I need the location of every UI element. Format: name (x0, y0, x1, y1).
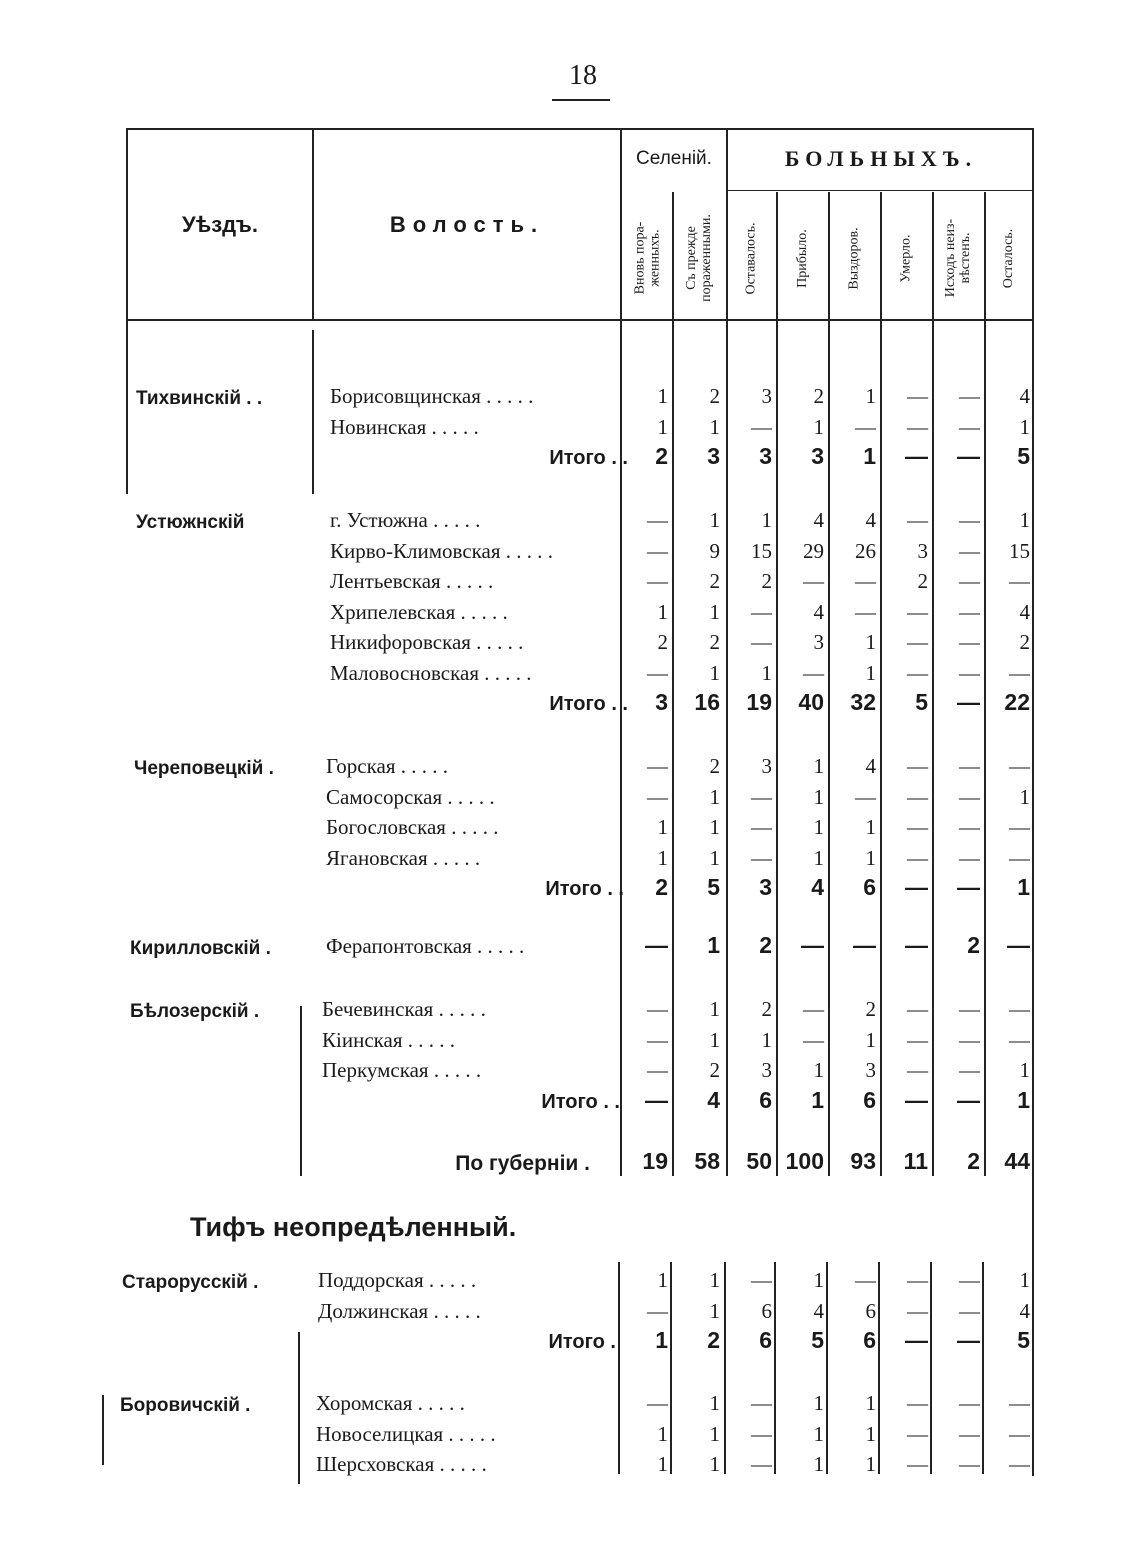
table-row-cell: — (803, 660, 824, 685)
itogo-row-cell: — (957, 689, 980, 715)
itogo-row-cell: — (905, 1086, 928, 1113)
itogo-row-cell: 3 (811, 443, 824, 469)
table-row-cell: 1 (709, 997, 720, 1021)
table-row-cell: 1 (761, 660, 772, 685)
table-row-cell: 2 (709, 384, 720, 408)
itogo-row-cell: 6 (863, 874, 876, 900)
table-row-cell: 1 (813, 1268, 824, 1292)
table-row-cell: 2 (657, 630, 668, 654)
table-row-cell: — (907, 660, 928, 685)
itogo-row-cell: 3 (759, 874, 772, 900)
itogo-row-cell: — (957, 1327, 980, 1353)
table-row-cell: — (907, 1268, 928, 1292)
province-total-row-cell: 11 (903, 1148, 928, 1174)
table-row-cell: 1 (865, 384, 876, 408)
table-row-cell: — (907, 784, 928, 809)
table-row-cell: 1 (865, 815, 876, 839)
header-seleniy: Селеній. (636, 148, 712, 169)
province-total-row-cell: 50 (746, 1148, 772, 1174)
volost-name: Хоромская . . . . . (316, 1391, 465, 1415)
table-row-cell: 3 (761, 754, 772, 778)
table-row-cell: — (907, 1058, 928, 1082)
col-header-remaining: Осталось. (1001, 228, 1017, 288)
col-header-recovered: Выздоров. (846, 226, 862, 290)
table-row-cell: — (751, 815, 772, 839)
table-row-cell: — (907, 384, 928, 408)
province-total-row-cell: 19 (642, 1148, 668, 1174)
table-row-cell: 1 (657, 384, 668, 408)
table-row-cell: 4 (813, 508, 824, 532)
table-row-cell: — (959, 1058, 980, 1082)
table-row-cell: — (1007, 932, 1030, 958)
table-row-cell: 2 (709, 630, 720, 654)
col-header-remained-before: Оставалось. (743, 221, 759, 295)
table-row-cell: — (959, 1421, 980, 1446)
volost-name: Самосорская . . . . . (326, 784, 495, 809)
table-row-cell: — (907, 630, 928, 654)
volost-name: Борисовщинская . . . . . (330, 384, 534, 408)
table-row-cell: — (959, 815, 980, 839)
table-row-cell: 1 (813, 815, 824, 839)
table-row-cell: 1 (709, 1421, 720, 1446)
table-row-cell: 1 (709, 784, 720, 809)
table-row-cell: 1 (1019, 784, 1030, 809)
table-row-cell: — (959, 660, 980, 685)
table-row-cell: — (959, 1268, 980, 1292)
itogo-row-cell: 4 (707, 1086, 720, 1113)
table-row-cell: — (647, 1027, 668, 1052)
itogo-row-cell: 16 (694, 689, 720, 715)
table-row-cell: — (907, 508, 928, 532)
uezd-name: Устюжнскій (136, 512, 245, 533)
table-row-cell: — (959, 1298, 980, 1323)
bolnykh-underline (728, 190, 1034, 191)
table-row-cell: 1 (657, 599, 668, 624)
volost-name: Никифоровская . . . . . (330, 630, 524, 654)
table-row-cell: 15 (751, 538, 772, 563)
volost-name: Шерсховская . . . . . (316, 1452, 487, 1476)
table-row-cell: 3 (865, 1058, 876, 1082)
table-row-cell: 2 (761, 569, 772, 593)
table-row-cell: 2 (967, 932, 980, 958)
table-row-cell: 2 (709, 569, 720, 593)
table-row-cell: 1 (709, 1298, 720, 1323)
table-row-cell: 1 (709, 1027, 720, 1052)
table-row-cell: 3 (761, 1058, 772, 1082)
table-row-cell: 1 (709, 414, 720, 439)
province-total-row-cell: 100 (785, 1148, 824, 1174)
itogo-row-cell: 1 (1017, 1086, 1030, 1113)
itogo-row-cell: — (905, 1327, 928, 1353)
table-row-cell: 9 (709, 538, 720, 563)
table-row-cell: 1 (709, 1452, 720, 1476)
table-row-cell: — (1009, 1391, 1030, 1415)
table-row-cell: — (751, 599, 772, 624)
itogo-label: Итого . . (541, 1090, 620, 1113)
itogo-row-cell: — (905, 874, 928, 900)
table-row-cell: 1 (813, 845, 824, 870)
table-row-cell: — (803, 1027, 824, 1052)
itogo-row-cell: — (645, 1086, 668, 1113)
table-row-cell: 4 (1019, 384, 1030, 408)
table-row-cell: — (751, 1452, 772, 1476)
itogo-label: Итого . . (549, 693, 628, 715)
table-row-cell: — (803, 997, 824, 1021)
volost-name: Новинская . . . . . (330, 414, 479, 439)
table-top-rule (126, 128, 1034, 130)
itogo-row-cell: 19 (746, 689, 772, 715)
table-row-cell: — (853, 932, 876, 958)
table-row-cell: — (751, 845, 772, 870)
volost-name: Богословская . . . . . (326, 815, 499, 839)
right-border (1032, 128, 1034, 1476)
table-row-cell: 3 (761, 384, 772, 408)
province-total-label: По губерніи . (455, 1152, 590, 1175)
table-row-cell: 1 (657, 1421, 668, 1446)
col-header-died: Умерло. (898, 233, 914, 283)
table-row-cell: — (959, 1027, 980, 1052)
table-row-cell: — (959, 538, 980, 563)
table-row-cell: — (801, 932, 824, 958)
volost-name: Кирво-Климовская . . . . . (330, 538, 554, 563)
table-row-cell: — (959, 569, 980, 593)
table-row-cell: 1 (707, 932, 720, 958)
header-bottom-rule (126, 319, 1034, 321)
table-row-cell: 1 (1019, 508, 1030, 532)
table-row-cell: — (959, 754, 980, 778)
itogo-row-cell: 32 (850, 689, 876, 715)
table-row-cell: 4 (1019, 599, 1030, 624)
section-title: Тифъ неопредѣленный. (190, 1212, 517, 1242)
table-row-cell: 2 (761, 997, 772, 1021)
table-row-cell: — (907, 414, 928, 439)
table-row-cell: 2 (709, 1058, 720, 1082)
table-row-cell: — (647, 754, 668, 778)
volost-name: Ягановская . . . . . (326, 845, 481, 870)
table-row-cell: — (959, 599, 980, 624)
table-row-cell: 1 (1019, 1268, 1030, 1292)
table-row-cell: 1 (813, 1452, 824, 1476)
table-row-cell: — (855, 569, 876, 593)
itogo-row-cell: 5 (1017, 443, 1030, 469)
table-row-cell: 1 (709, 815, 720, 839)
uezd-name: Тихвинскій . . (136, 388, 263, 409)
table-row-cell: — (1009, 1027, 1030, 1052)
table-row-cell: — (907, 754, 928, 778)
volost-name: Перкумская . . . . . (322, 1058, 482, 1082)
table-row-cell: 1 (709, 1391, 720, 1415)
uezd-name: Кирилловскій . (130, 938, 271, 959)
table-row-cell: — (959, 508, 980, 532)
itogo-label: Итого . (548, 1331, 616, 1353)
volost-name: Кiинская . . . . . (322, 1027, 456, 1052)
table-row-cell: — (1009, 660, 1030, 685)
table-row-cell: 1 (813, 754, 824, 778)
table-row-cell: 1 (1019, 1058, 1030, 1082)
page-number: 18 (569, 60, 597, 91)
table-row-cell: — (959, 1391, 980, 1415)
table-row-cell: 1 (709, 660, 720, 685)
header-bolnykh: БОЛЬНЫХЪ. (784, 146, 978, 171)
col-header-arrived: Прибыло. (794, 228, 810, 288)
table-row-cell: — (959, 630, 980, 654)
province-total-row-cell: 2 (967, 1148, 980, 1174)
itogo-row-cell: 2 (655, 874, 668, 900)
table-row-cell: — (959, 384, 980, 408)
volost-name: Хрипелевская . . . . . (330, 599, 508, 624)
table-row-cell: 1 (813, 784, 824, 809)
volost-name: Лентьевская . . . . . (330, 569, 494, 593)
table-row-cell: 2 (1019, 630, 1030, 654)
table-row-cell: 3 (917, 538, 928, 563)
table-row-cell: — (1009, 754, 1030, 778)
table-row-cell: — (647, 660, 668, 685)
volost-name: Поддорская . . . . . (318, 1268, 477, 1292)
itogo-row-cell: — (957, 874, 980, 900)
table-row-cell: 4 (865, 508, 876, 532)
uezd-volost-divider-2 (300, 1006, 302, 1176)
table-row-cell: — (647, 538, 668, 563)
table-row-cell: 3 (813, 630, 824, 654)
itogo-row-cell: 3 (759, 443, 772, 469)
uezd-name: Череповецкій . (134, 758, 274, 779)
uezd-volost-divider-1 (312, 330, 314, 494)
volost-name: Новоселицкая . . . . . (316, 1421, 496, 1446)
table-row-cell: — (647, 1058, 668, 1082)
left-border-bottom (102, 1395, 104, 1465)
table-row-cell: 1 (657, 414, 668, 439)
table-row-cell: 2 (709, 754, 720, 778)
itogo-row-cell: 6 (863, 1086, 876, 1113)
table-row-cell: — (751, 1391, 772, 1415)
table-row-cell: — (959, 1452, 980, 1476)
table-row-cell: 2 (759, 932, 772, 958)
table-row-cell: — (1009, 997, 1030, 1021)
province-total-row-cell: 44 (1004, 1148, 1030, 1174)
col-header-new: Вновь пора- женныхъ. (632, 221, 663, 295)
table-row-cell: — (855, 784, 876, 809)
table-row-cell: — (803, 569, 824, 593)
table-row-cell: — (647, 569, 668, 593)
volost-name: г. Устюжна . . . . . (330, 508, 481, 532)
table-row-cell: 1 (865, 1452, 876, 1476)
left-border (126, 128, 128, 494)
table-row-cell: — (907, 1027, 928, 1052)
itogo-row-cell: 4 (811, 874, 824, 900)
table-row-cell: 1 (1019, 414, 1030, 439)
table-row-cell: — (905, 932, 928, 958)
table-row-cell: — (907, 599, 928, 624)
province-total-row-cell: 58 (694, 1148, 720, 1174)
itogo-row-cell: — (905, 443, 928, 469)
table-row-cell: 4 (865, 754, 876, 778)
uezd-name: Старорусскій . (122, 1272, 259, 1293)
province-total-row-cell: 93 (850, 1148, 876, 1174)
itogo-label: Итого . . (549, 447, 628, 469)
table-row-cell: 1 (709, 845, 720, 870)
table-row-cell: — (1009, 569, 1030, 593)
table-row-cell: — (907, 815, 928, 839)
table-row-cell: 2 (813, 384, 824, 408)
table-row-cell: 1 (709, 1268, 720, 1292)
table-row-cell: 6 (761, 1298, 772, 1323)
itogo-row-cell: 1 (655, 1327, 668, 1353)
volost-name: Ферапонтовская . . . . . (326, 934, 525, 958)
table-row-cell: 4 (813, 599, 824, 624)
table-row-cell: 15 (1009, 538, 1030, 563)
page-number-underline (552, 99, 610, 101)
table-row-cell: 1 (813, 1421, 824, 1446)
table-row-cell: — (907, 1421, 928, 1446)
uezd-volost-divider-header (312, 128, 314, 320)
volost-name: Маловосновская . . . . . (330, 660, 532, 685)
table-row-cell: — (907, 1298, 928, 1323)
table-row-cell: — (855, 599, 876, 624)
table-row-cell: — (1009, 815, 1030, 839)
table-row-cell: — (959, 784, 980, 809)
itogo-label: Итого . . (545, 878, 624, 900)
table-row-cell: — (1009, 1452, 1030, 1476)
table-row-cell: 1 (709, 599, 720, 624)
uezd-name: Боровичскій . (120, 1395, 251, 1416)
table-row-cell: 1 (761, 1027, 772, 1052)
table-row-cell: — (907, 845, 928, 870)
itogo-row-cell: — (957, 1086, 980, 1113)
table-row-cell: 2 (865, 997, 876, 1021)
itogo-row-cell: 5 (811, 1327, 824, 1353)
table-row-cell: 1 (865, 660, 876, 685)
table-row-cell: 1 (813, 1391, 824, 1415)
table-row-cell: 1 (761, 508, 772, 532)
itogo-row-cell: 1 (1017, 874, 1030, 900)
table-row-cell: — (647, 1298, 668, 1323)
table-row-cell: — (1009, 1421, 1030, 1446)
volost-name: Должинская . . . . . (318, 1298, 481, 1323)
table-row-cell: 1 (709, 508, 720, 532)
itogo-row-cell: 3 (655, 689, 668, 715)
table-row-cell: — (751, 1268, 772, 1292)
header-volost: Волость. (389, 212, 545, 237)
table-row-cell: 1 (865, 1027, 876, 1052)
table-row-cell: 1 (657, 845, 668, 870)
table-row-cell: 4 (1019, 1298, 1030, 1323)
col-header-prev: Съ прежде пораженными. (684, 214, 714, 302)
itogo-row-cell: 5 (707, 874, 720, 900)
itogo-row-cell: 22 (1004, 689, 1030, 715)
itogo-row-cell: 40 (798, 689, 824, 715)
table-row-cell: — (1009, 845, 1030, 870)
table-row-cell: — (907, 997, 928, 1021)
itogo-row-cell: 6 (759, 1086, 772, 1113)
itogo-row-cell: 2 (655, 443, 668, 469)
itogo-row-cell: 6 (759, 1327, 772, 1353)
header-uezd: Уѣздъ. (182, 212, 258, 237)
volost-name: Бечевинская . . . . . (322, 997, 486, 1021)
table-row-cell: — (751, 630, 772, 654)
uezd-volost-divider-3 (298, 1332, 300, 1484)
table-row-cell: — (855, 1268, 876, 1292)
table-row-cell: — (647, 1391, 668, 1415)
volost-name: Горская . . . . . (326, 754, 448, 778)
table-row-cell: 4 (813, 1298, 824, 1323)
itogo-row-cell: 1 (863, 443, 876, 469)
table-row-cell: 1 (865, 1391, 876, 1415)
table-row-cell: 6 (865, 1298, 876, 1323)
table-row-cell: 1 (657, 815, 668, 839)
table-row-cell: 1 (657, 1268, 668, 1292)
itogo-row-cell: — (957, 443, 980, 469)
table-row-cell: — (751, 784, 772, 809)
table-row-cell: — (907, 1391, 928, 1415)
table-row-cell: — (907, 1452, 928, 1476)
itogo-row-cell: 5 (915, 689, 928, 715)
table-row-cell: — (751, 414, 772, 439)
table-row-cell: 1 (813, 1058, 824, 1082)
table-row-cell: — (751, 1421, 772, 1446)
table-row-cell: — (959, 845, 980, 870)
itogo-row-cell: 1 (811, 1086, 824, 1113)
itogo-row-cell: 6 (863, 1327, 876, 1353)
itogo-row-cell: 5 (1017, 1327, 1030, 1353)
table-row-cell: — (647, 997, 668, 1021)
table-row-cell: — (855, 414, 876, 439)
itogo-row-cell: 3 (707, 443, 720, 469)
table-row-cell: 2 (917, 569, 928, 593)
table-row-cell: 1 (813, 414, 824, 439)
table-row-cell: 29 (803, 538, 824, 563)
table-row-cell: — (645, 932, 668, 958)
table-row-cell: — (959, 997, 980, 1021)
table-row-cell: — (959, 414, 980, 439)
table-row-cell: 1 (657, 1452, 668, 1476)
itogo-row-cell: 2 (707, 1327, 720, 1353)
table-row-cell: 1 (865, 845, 876, 870)
table-row-cell: 1 (865, 1421, 876, 1446)
table-row-cell: — (647, 508, 668, 532)
col-header-unknown: Исходъ неиз- вѣстенъ. (943, 218, 973, 298)
table-row-cell: 1 (865, 630, 876, 654)
table-row-cell: — (647, 784, 668, 809)
uezd-name: Бѣлозерскій . (130, 1001, 260, 1022)
table-row-cell: 26 (855, 538, 876, 563)
